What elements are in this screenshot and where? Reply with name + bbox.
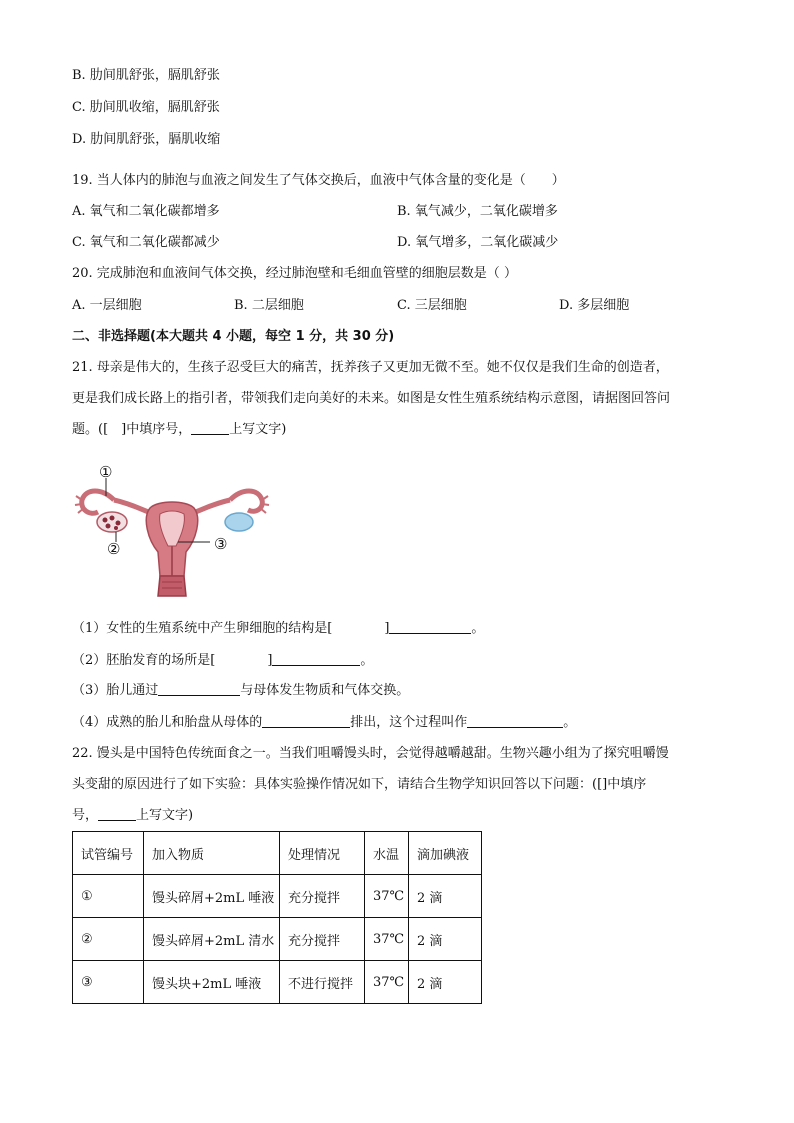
answer-blank bbox=[158, 681, 240, 696]
answer-blank bbox=[272, 651, 360, 666]
q21-stem-line3: 题。([ ]中填序号， 上写文字) bbox=[72, 422, 287, 437]
answer-blank bbox=[191, 420, 229, 435]
q18-option-b: B. 肋间肌舒张，膈肌舒张 bbox=[72, 68, 220, 83]
table-cell: 充分搅拌 bbox=[280, 875, 365, 918]
table-cell: 馒头碎屑+2mL 清水 bbox=[144, 918, 280, 961]
q19-option-c: C. 氧气和二氧化碳都减少 bbox=[72, 235, 220, 250]
q21-sub2: （2）胚胎发育的场所是[ ] 。 bbox=[72, 653, 374, 668]
figure-label-3: ③ bbox=[214, 535, 228, 553]
table-cell: ① bbox=[73, 875, 144, 918]
table-cell: 37℃ bbox=[365, 875, 409, 918]
q20-option-d: D. 多层细胞 bbox=[559, 298, 630, 313]
table-cell: 2 滴 bbox=[409, 961, 482, 1004]
table-header-cell: 滴加碘液 bbox=[409, 832, 482, 875]
table-cell: 充分搅拌 bbox=[280, 918, 365, 961]
q22-stem-line2: 头变甜的原因进行了如下实验：具体实验操作情况如下，请结合生物学知识回答以下问题：([]中填序 bbox=[72, 777, 647, 792]
table-row bbox=[73, 875, 482, 918]
table-header-row bbox=[73, 832, 482, 875]
answer-blank bbox=[262, 713, 350, 728]
table-cell: ③ bbox=[73, 961, 144, 1004]
q21-sub4: （4）成熟的胎儿和胎盘从母体的 排出，这个过程叫作 。 bbox=[72, 715, 577, 730]
experiment-table bbox=[72, 831, 482, 1004]
answer-blank bbox=[98, 806, 136, 821]
q19-option-a: A. 氧气和二氧化碳都增多 bbox=[72, 204, 220, 219]
q19-stem: 19. 当人体内的肺泡与血液之间发生了气体交换后，血液中气体含量的变化是（ ） bbox=[72, 173, 565, 188]
table-header-cell: 水温 bbox=[365, 832, 409, 875]
table-cell: 2 滴 bbox=[409, 875, 482, 918]
q22-stem-line3: 号， 上写文字) bbox=[72, 808, 194, 823]
figure-label-2: ② bbox=[107, 540, 121, 558]
q21-sub1: （1）女性的生殖系统中产生卵细胞的结构是[ ] 。 bbox=[72, 621, 485, 636]
q21-sub3: （3）胎儿通过 与母体发生物质和气体交换。 bbox=[72, 683, 410, 698]
figure-label-1: ① bbox=[99, 463, 113, 481]
table-row bbox=[73, 918, 482, 961]
table-header-cell: 试管编号 bbox=[73, 832, 144, 875]
table-row bbox=[73, 961, 482, 1004]
q19-option-d: D. 氧气增多，二氧化碳减少 bbox=[397, 235, 559, 250]
table-cell: 37℃ bbox=[365, 961, 409, 1004]
answer-blank bbox=[467, 713, 563, 728]
answer-blank bbox=[389, 619, 471, 634]
q19-option-b: B. 氧气减少，二氧化碳增多 bbox=[397, 204, 558, 219]
table-cell: 37℃ bbox=[365, 918, 409, 961]
table-cell: 不进行搅拌 bbox=[280, 961, 365, 1004]
q18-option-c: C. 肋间肌收缩，膈肌舒张 bbox=[72, 100, 220, 115]
section-heading: 二、非选择题(本大题共 4 小题，每空 1 分，共 30 分) bbox=[72, 329, 395, 344]
table-header-cell: 处理情况 bbox=[280, 832, 365, 875]
q20-option-c: C. 三层细胞 bbox=[397, 298, 467, 313]
table-cell: 2 滴 bbox=[409, 918, 482, 961]
q22-stem-line1: 22. 馒头是中国特色传统面食之一。当我们咀嚼馒头时，会觉得越嚼越甜。生物兴趣小组为了探究咀嚼馒 bbox=[72, 746, 669, 761]
q21-stem-line2: 更是我们成长路上的指引者，带领我们走向美好的未来。如图是女性生殖系统结构示意图，请据图回答问 bbox=[72, 391, 671, 406]
q21-stem-line1: 21. 母亲是伟大的，生孩子忍受巨大的痛苦，抚养孩子又更加无微不至。她不仅仅是我们生命的创造者， bbox=[72, 360, 669, 375]
q20-option-a: A. 一层细胞 bbox=[72, 298, 142, 313]
q18-option-d: D. 肋间肌舒张，膈肌收缩 bbox=[72, 132, 221, 147]
table-header-cell: 加入物质 bbox=[144, 832, 280, 875]
table-cell: 馒头碎屑+2mL 唾液 bbox=[144, 875, 280, 918]
q20-option-b: B. 二层细胞 bbox=[234, 298, 304, 313]
table-cell: ② bbox=[73, 918, 144, 961]
table-cell: 馒头块+2mL 唾液 bbox=[144, 961, 280, 1004]
q20-stem: 20. 完成肺泡和血液间气体交换，经过肺泡壁和毛细血管壁的细胞层数是（ ） bbox=[72, 266, 517, 281]
